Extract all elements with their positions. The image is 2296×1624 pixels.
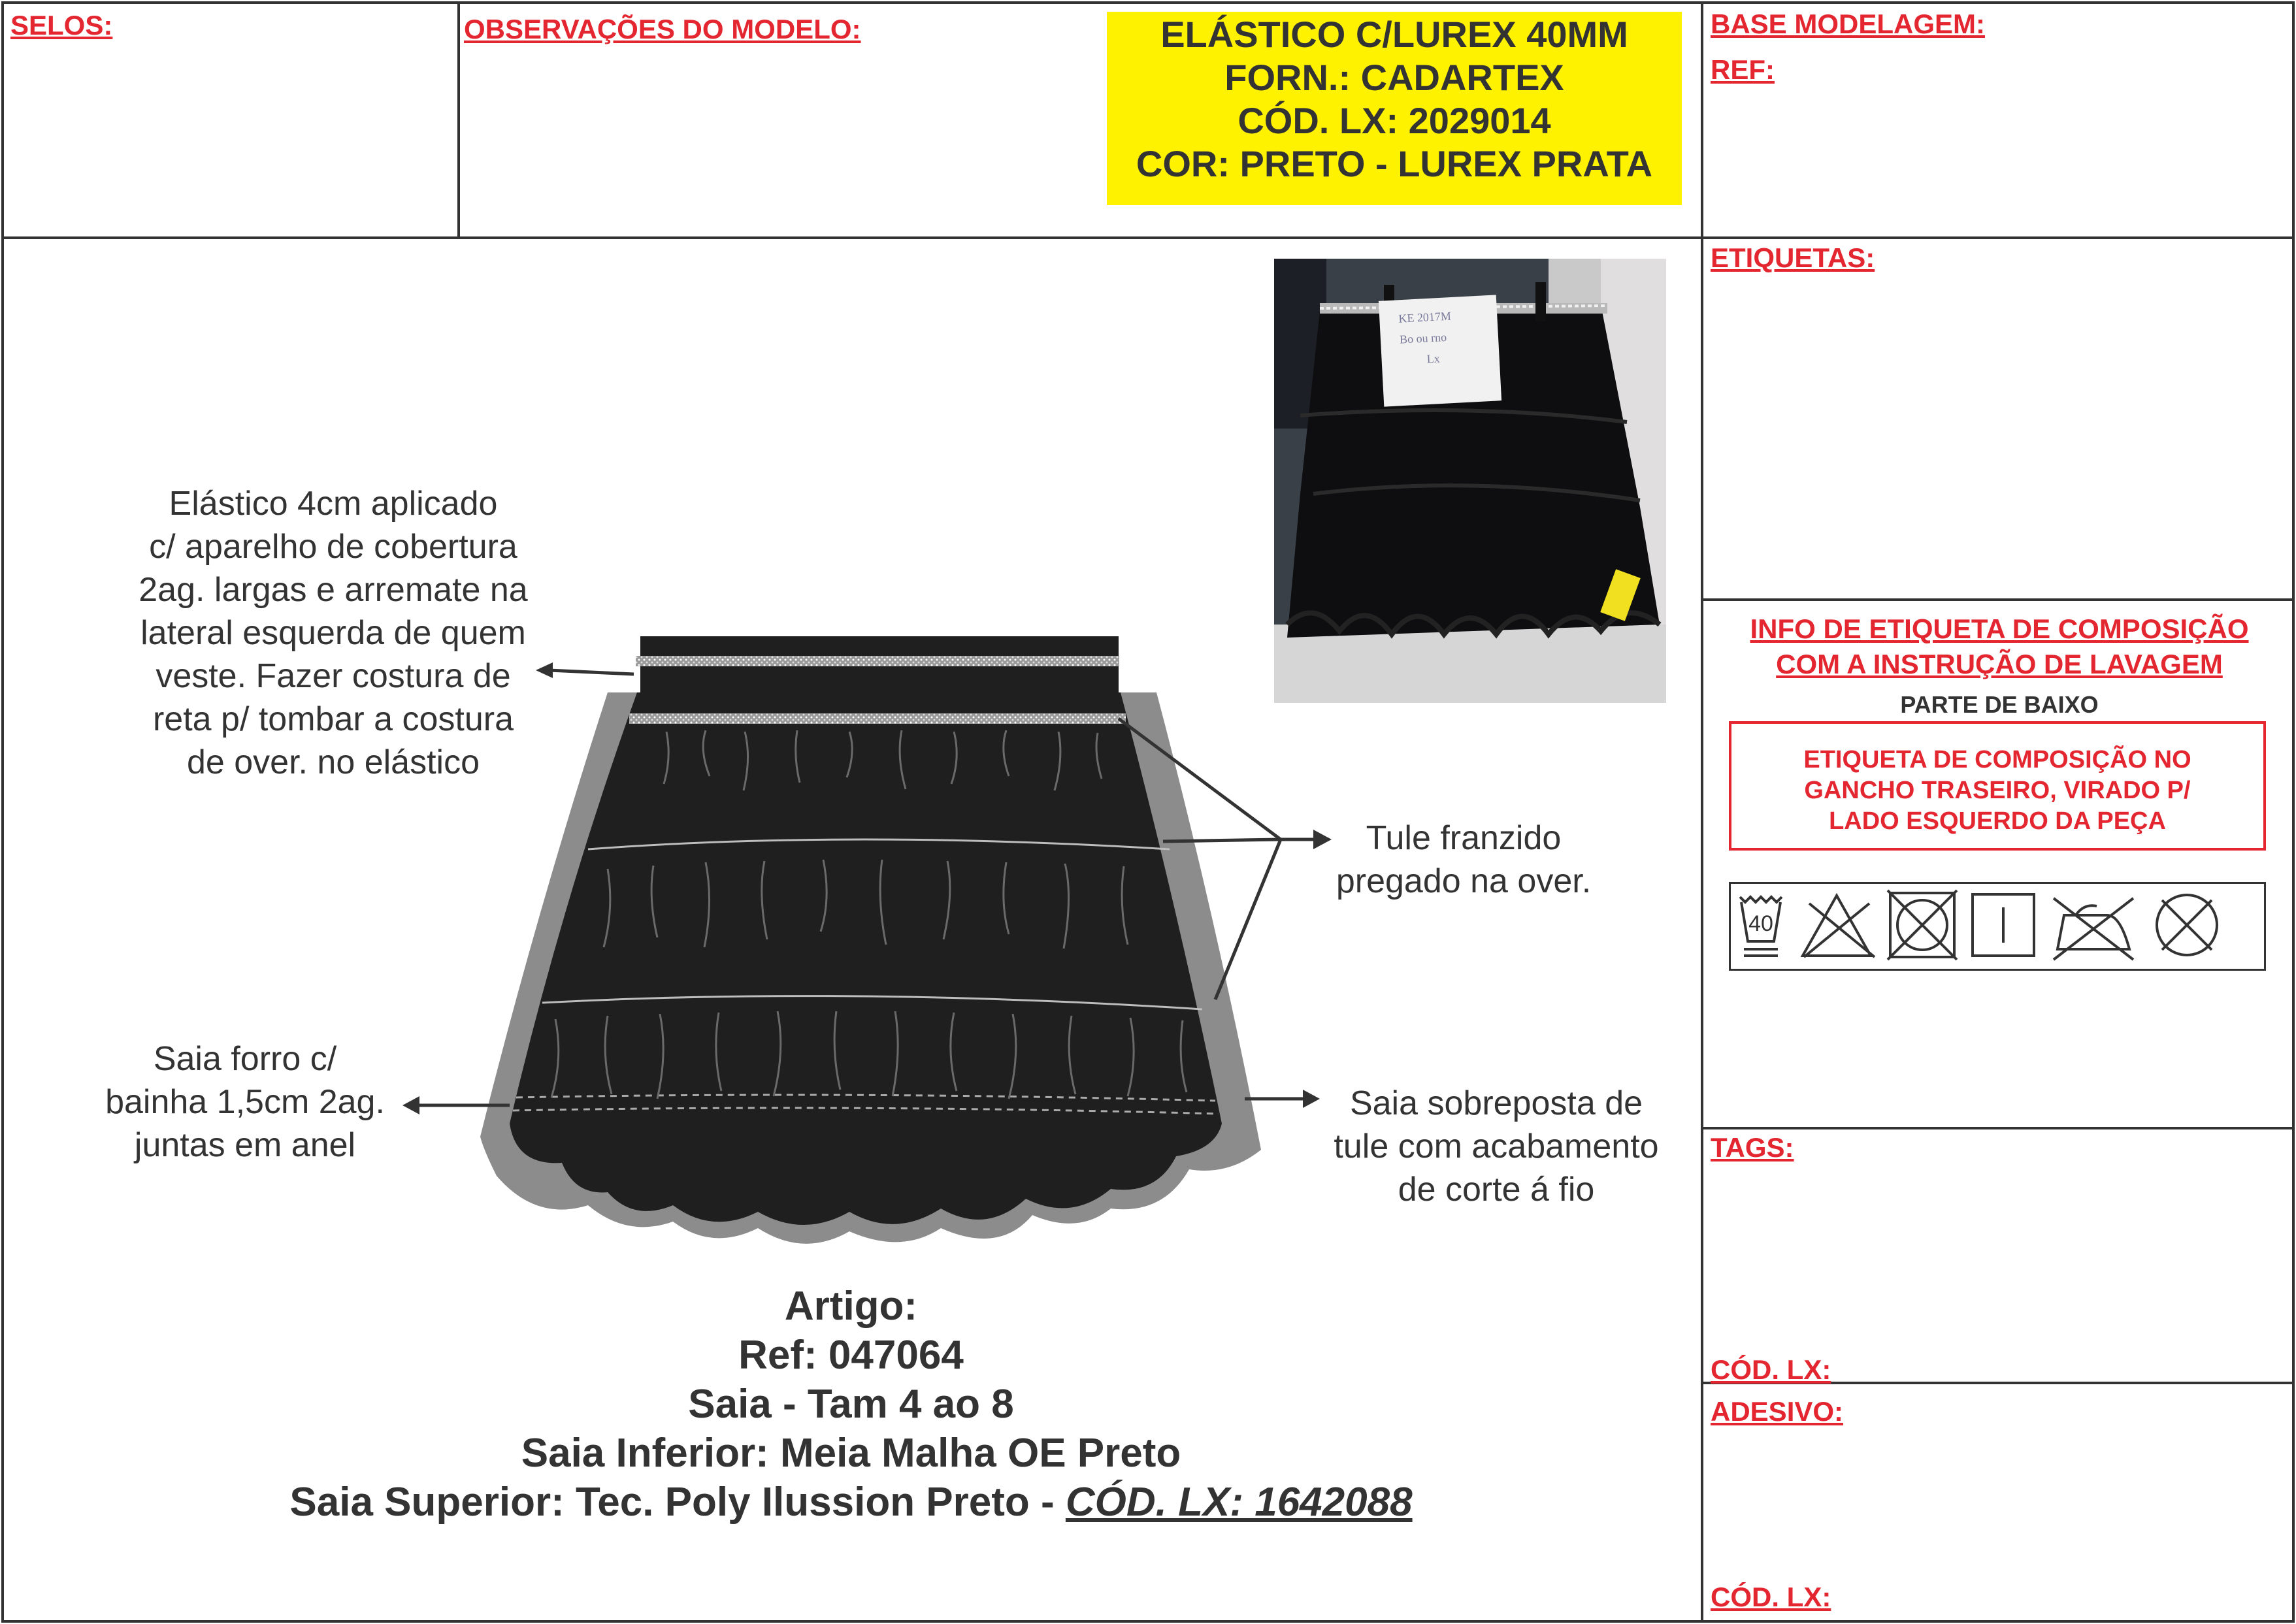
- sobreposta-callout-line: tule com acabamento: [1334, 1128, 1659, 1165]
- tule-callout-line: Tule franzido: [1366, 819, 1562, 857]
- skirt-body: [510, 692, 1222, 1225]
- no-tumble-dry-icon: [1888, 890, 1957, 960]
- photo-tag-line1: KE 2017M: [1398, 309, 1452, 325]
- forro-callout-line: Saia forro c/: [153, 1040, 337, 1078]
- elastic-callout-line: 2ag. largas e arremate na: [139, 571, 528, 609]
- tags-heading: TAGS:: [1711, 1132, 1794, 1163]
- lurex-stripe-1: [636, 656, 1119, 666]
- sidebar-line-2: [1701, 1127, 2295, 1129]
- tule-callout: [1300, 817, 1627, 903]
- elastic-spec-line2: FORN.: CADARTEX: [1224, 57, 1564, 98]
- forro-callout-line: juntas em anel: [134, 1126, 356, 1164]
- elastic-callout-line: Elástico 4cm aplicado: [169, 485, 498, 523]
- elastic-callout-line: reta p/ tombar a costura: [152, 700, 514, 738]
- artigo-inferior: Saia Inferior: Meia Malha OE Preto: [521, 1431, 1181, 1476]
- tags-cod-lx: CÓD. LX:: [1711, 1354, 1831, 1385]
- info-etiqueta-line1: INFO DE ETIQUETA DE COMPOSIÇÃO: [1750, 613, 2249, 644]
- photo-tag-line2: Bo ou rno: [1399, 330, 1447, 346]
- forro-callout-line: bainha 1,5cm 2ag.: [105, 1083, 385, 1121]
- selos-heading: SELOS:: [10, 10, 113, 41]
- line-dry-icon: [1973, 894, 2034, 956]
- elastic-callout-line: de over. no elástico: [186, 743, 480, 781]
- artigo-superior: [0, 1478, 1702, 1527]
- tule-callout-line: pregado na over.: [1336, 862, 1592, 900]
- no-iron-icon: [2054, 898, 2133, 960]
- sobreposta-callout: [1300, 1082, 1692, 1211]
- no-dry-clean-icon: [2157, 895, 2217, 955]
- elastic-spec-line4: COR: PRETO - LUREX PRATA: [1136, 143, 1653, 184]
- adesivo-cod-lx: CÓD. LX:: [1711, 1582, 1831, 1612]
- elastic-callout: [105, 482, 562, 784]
- sobreposta-callout-line: Saia sobreposta de: [1349, 1084, 1643, 1122]
- artigo-ref: Ref: 047064: [738, 1333, 964, 1378]
- artigo-desc: Saia - Tam 4 ao 8: [688, 1382, 1014, 1427]
- frame-bottom: [1, 1620, 2295, 1623]
- no-bleach-icon: [1803, 896, 1875, 957]
- etiquetas-heading: ETIQUETAS:: [1711, 242, 1875, 273]
- info-etiqueta-line2: COM A INSTRUÇÃO DE LAVAGEM: [1776, 649, 2223, 679]
- observacoes-heading: OBSERVAÇÕES DO MODELO:: [464, 14, 861, 44]
- care-symbols-box: [1729, 882, 2266, 971]
- elastic-spec-line1: ELÁSTICO C/LUREX 40MM: [1160, 14, 1628, 55]
- elastic-callout-line: c/ aparelho de cobertura: [149, 528, 517, 566]
- forro-callout: [65, 1037, 425, 1167]
- info-etiqueta-heading: [1705, 611, 2293, 682]
- artigo-superior-prefix: Saia Superior: Tec. Poly Ilussion Preto -: [289, 1480, 1066, 1525]
- composition-label-note: [1729, 721, 2266, 851]
- wash-temp-text: 40: [1748, 911, 1773, 936]
- artigo-superior-code: CÓD. LX: 1642088: [1065, 1480, 1413, 1525]
- elastic-callout-line: veste. Fazer costura de: [156, 657, 511, 695]
- elastic-callout-line: lateral esquerda de quem: [140, 614, 526, 652]
- ref-heading: REF:: [1711, 54, 1775, 85]
- artigo-title: Artigo:: [784, 1284, 918, 1329]
- elastic-spec-line3: CÓD. LX: 2029014: [1238, 100, 1551, 141]
- label-note-line1: ETIQUETA DE COMPOSIÇÃO NO: [1803, 746, 2191, 773]
- parte-de-baixo-label: PARTE DE BAIXO: [1900, 691, 2099, 718]
- care-symbols-svg: [1731, 884, 2264, 969]
- label-note-line3: LADO ESQUERDO DA PEÇA: [1829, 807, 2166, 835]
- sobreposta-callout-line: de corte á fio: [1398, 1171, 1595, 1209]
- frame-right: [2292, 1, 2295, 1623]
- label-note-line2: GANCHO TRASEIRO, VIRADO P/: [1804, 777, 2191, 804]
- adesivo-heading: ADESIVO:: [1711, 1396, 1844, 1427]
- base-modelagem-heading: BASE MODELAGEM:: [1711, 8, 1985, 39]
- waistband: [640, 636, 1119, 719]
- lurex-stripe-2: [629, 713, 1126, 724]
- sidebar-line-1: [1701, 598, 2295, 601]
- photo-tag-line3: Lx: [1426, 351, 1441, 366]
- artigo-block: [0, 1282, 1702, 1527]
